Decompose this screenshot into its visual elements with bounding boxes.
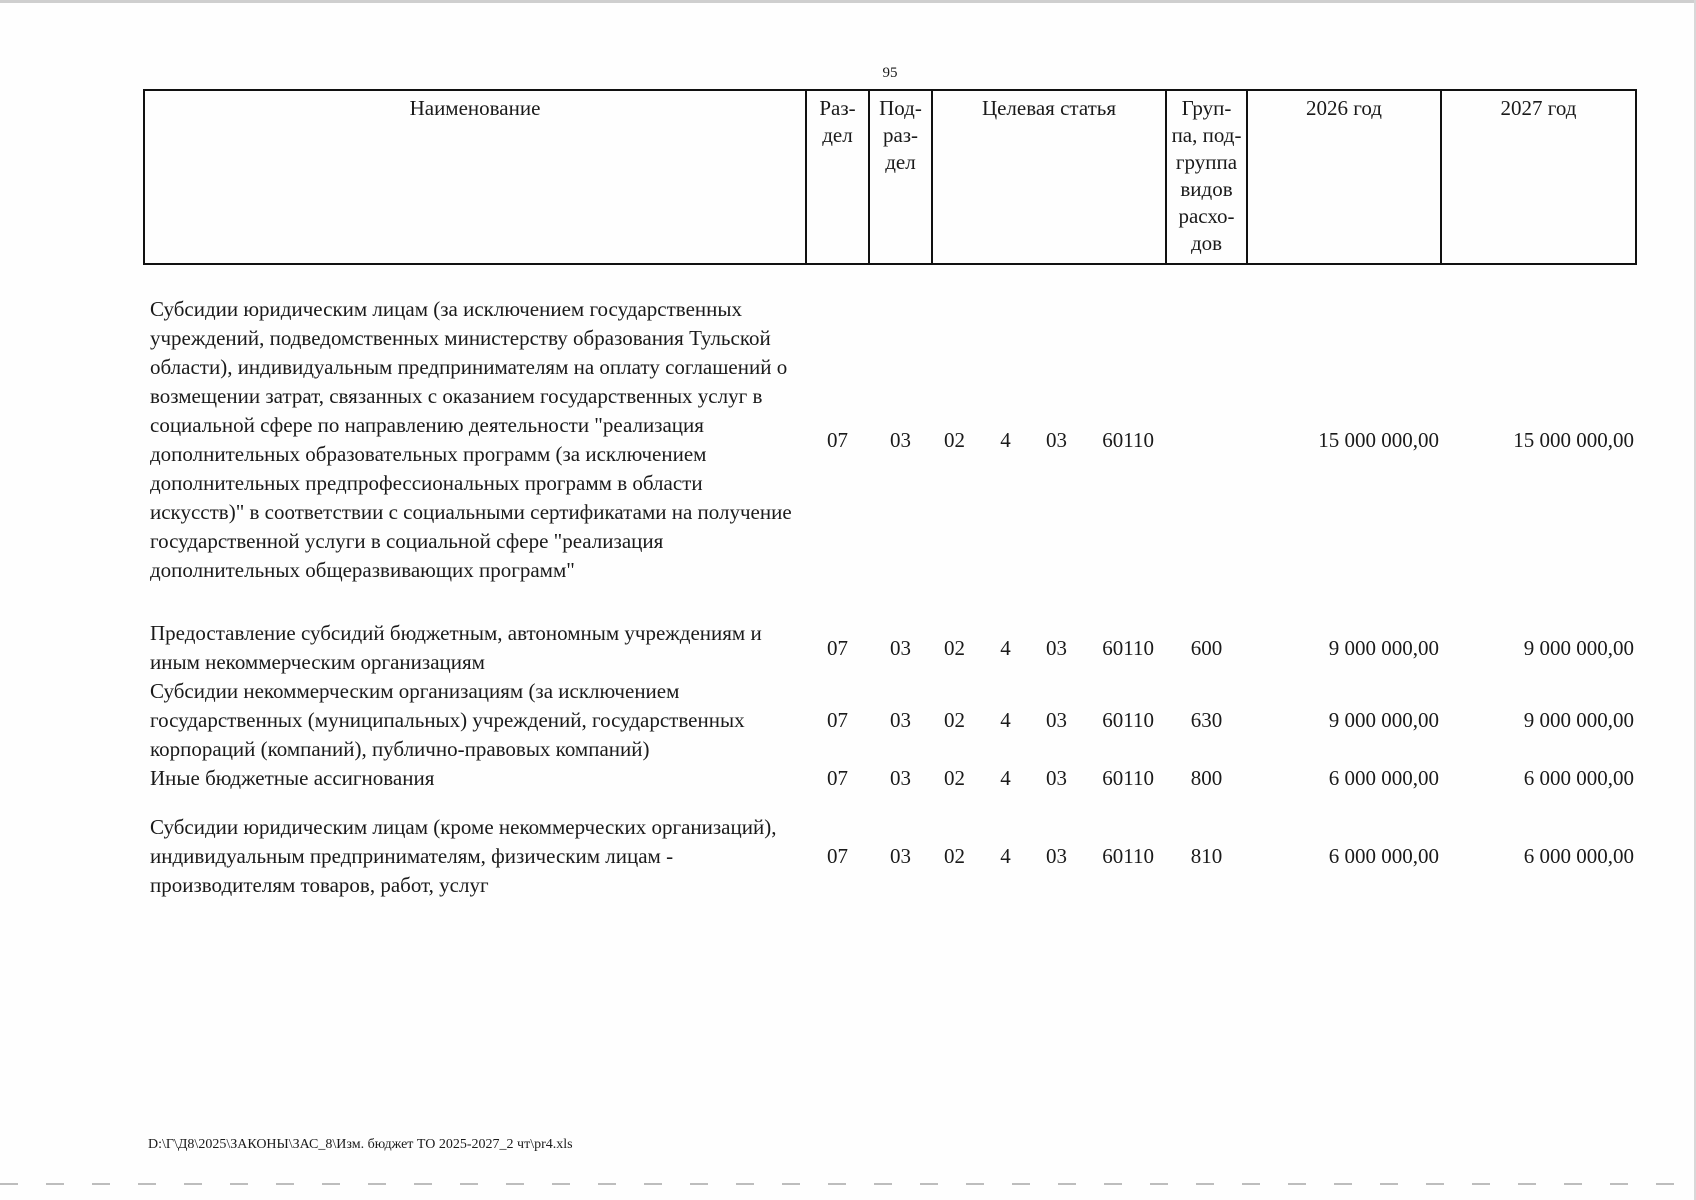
target-code-subprogram: 03 [1046,635,1067,660]
target-code-subprogram: 03 [1046,766,1067,790]
row-name: Иные бюджетные ассигнования [150,766,435,790]
page-bottom-dashed-edge [0,1183,1696,1185]
row-subsection: 03 [890,766,911,790]
header-target-article: Целевая статья [932,90,1166,264]
row-amount-2027: 9 000 000,00 [1523,635,1634,660]
target-code-program: 02 [944,635,965,660]
row-subsection: 03 [890,427,911,452]
row-expense-group: 600 [1190,635,1223,660]
target-code-program: 02 [944,427,965,452]
target-code-program: 02 [944,708,965,732]
table-row [144,619,1636,677]
row-section: 07 [827,708,848,732]
target-code-type: 4 [1000,708,1011,732]
target-code-program: 02 [944,766,965,790]
header-year-2027: 2027 год [1441,90,1636,264]
target-code-direction: 60110 [1102,635,1154,660]
file-path-footer: D:\Г\Д8\2025\ЗАКОНЫ\ЗАС_8\Изм. бюджет ТО 2025-2027_2 чт\pr4.xls [148,1137,573,1152]
header-expense-group: Груп- па, под- группа видов расхо- дов [1166,90,1247,264]
table-row [144,295,1636,585]
row-amount-2026: 15 000 000,00 [1318,427,1439,452]
target-code-type: 4 [1000,427,1011,452]
row-target-article [932,677,1166,764]
target-code-type: 4 [1000,766,1011,790]
row-name: Субсидии юридическим лицам (кроме некоммерческих организаций), индивидуальным предпринимателям, физическим лицам - производителям товаров, работ, услуг [150,815,777,897]
row-name: Субсидии некоммерческим организациям (за исключением государственных (муниципальных) учреждений, государственных корпораций (компаний), публично-правовых компаний) [150,679,745,761]
header-year-2026: 2026 год [1247,90,1441,264]
row-subsection: 03 [890,844,911,868]
row-expense-group: 800 [1190,766,1223,790]
target-code-program: 02 [944,844,965,868]
target-code-direction: 60110 [1102,708,1154,732]
target-code-subprogram: 03 [1046,844,1067,868]
row-section: 07 [827,844,848,868]
row-target-article [932,813,1166,900]
row-amount-2027: 6 000 000,00 [1523,844,1634,868]
page-number: 95 [882,65,898,81]
target-code-type: 4 [1000,844,1011,868]
target-code-type: 4 [1000,635,1011,660]
row-section: 07 [827,427,848,452]
table-row [144,764,1636,793]
target-code-direction: 60110 [1102,427,1154,452]
row-name: Субсидии юридическим лицам (за исключением государственных учреждений, подведомственных министерству образования Тульской области), индивидуальным предпринимателям на оплату соглашений о возмещении затрат, связанных с оказанием государственных услуг в социальной сфере по направлению деятельности "реализация дополнительных образовательных программ (за исключением дополнительных предпрофессиональных программ в области искусств)" в соответствии с социальными сертификатами на получение государственной услуги в социальной сфере "реализация дополнительных общеразвивающих программ" [150,297,792,582]
row-amount-2026: 6 000 000,00 [1328,766,1439,790]
table-header [144,90,1636,264]
budget-table [143,89,1637,900]
row-amount-2026: 9 000 000,00 [1328,635,1439,660]
row-amount-2026: 9 000 000,00 [1328,708,1439,732]
table-body [144,264,1636,900]
row-expense-group: 810 [1190,844,1223,868]
row-amount-2027: 15 000 000,00 [1513,427,1634,452]
row-name: Предоставление субсидий бюджетным, автономным учреждениям и иным некоммерческим организациям [150,621,762,674]
row-expense-group [1166,295,1247,585]
row-subsection: 03 [890,635,911,660]
row-target-article [932,295,1166,585]
target-code-direction: 60110 [1102,844,1154,868]
row-amount-2027: 9 000 000,00 [1523,708,1634,732]
row-section: 07 [827,635,848,660]
header-subsection: Под- раз- дел [869,90,932,264]
target-code-subprogram: 03 [1046,427,1067,452]
table-row [144,677,1636,764]
target-code-direction: 60110 [1102,766,1154,790]
table-row [144,813,1636,900]
row-amount-2026: 6 000 000,00 [1328,844,1439,868]
row-target-article [932,619,1166,677]
header-name: Наименование [144,90,806,264]
row-amount-2027: 6 000 000,00 [1523,766,1634,790]
target-code-subprogram: 03 [1046,708,1067,732]
row-expense-group: 630 [1190,708,1223,732]
row-subsection: 03 [890,708,911,732]
row-target-article [932,764,1166,793]
row-section: 07 [827,766,848,790]
page-top-edge [0,0,1696,3]
header-section: Раз- дел [806,90,869,264]
